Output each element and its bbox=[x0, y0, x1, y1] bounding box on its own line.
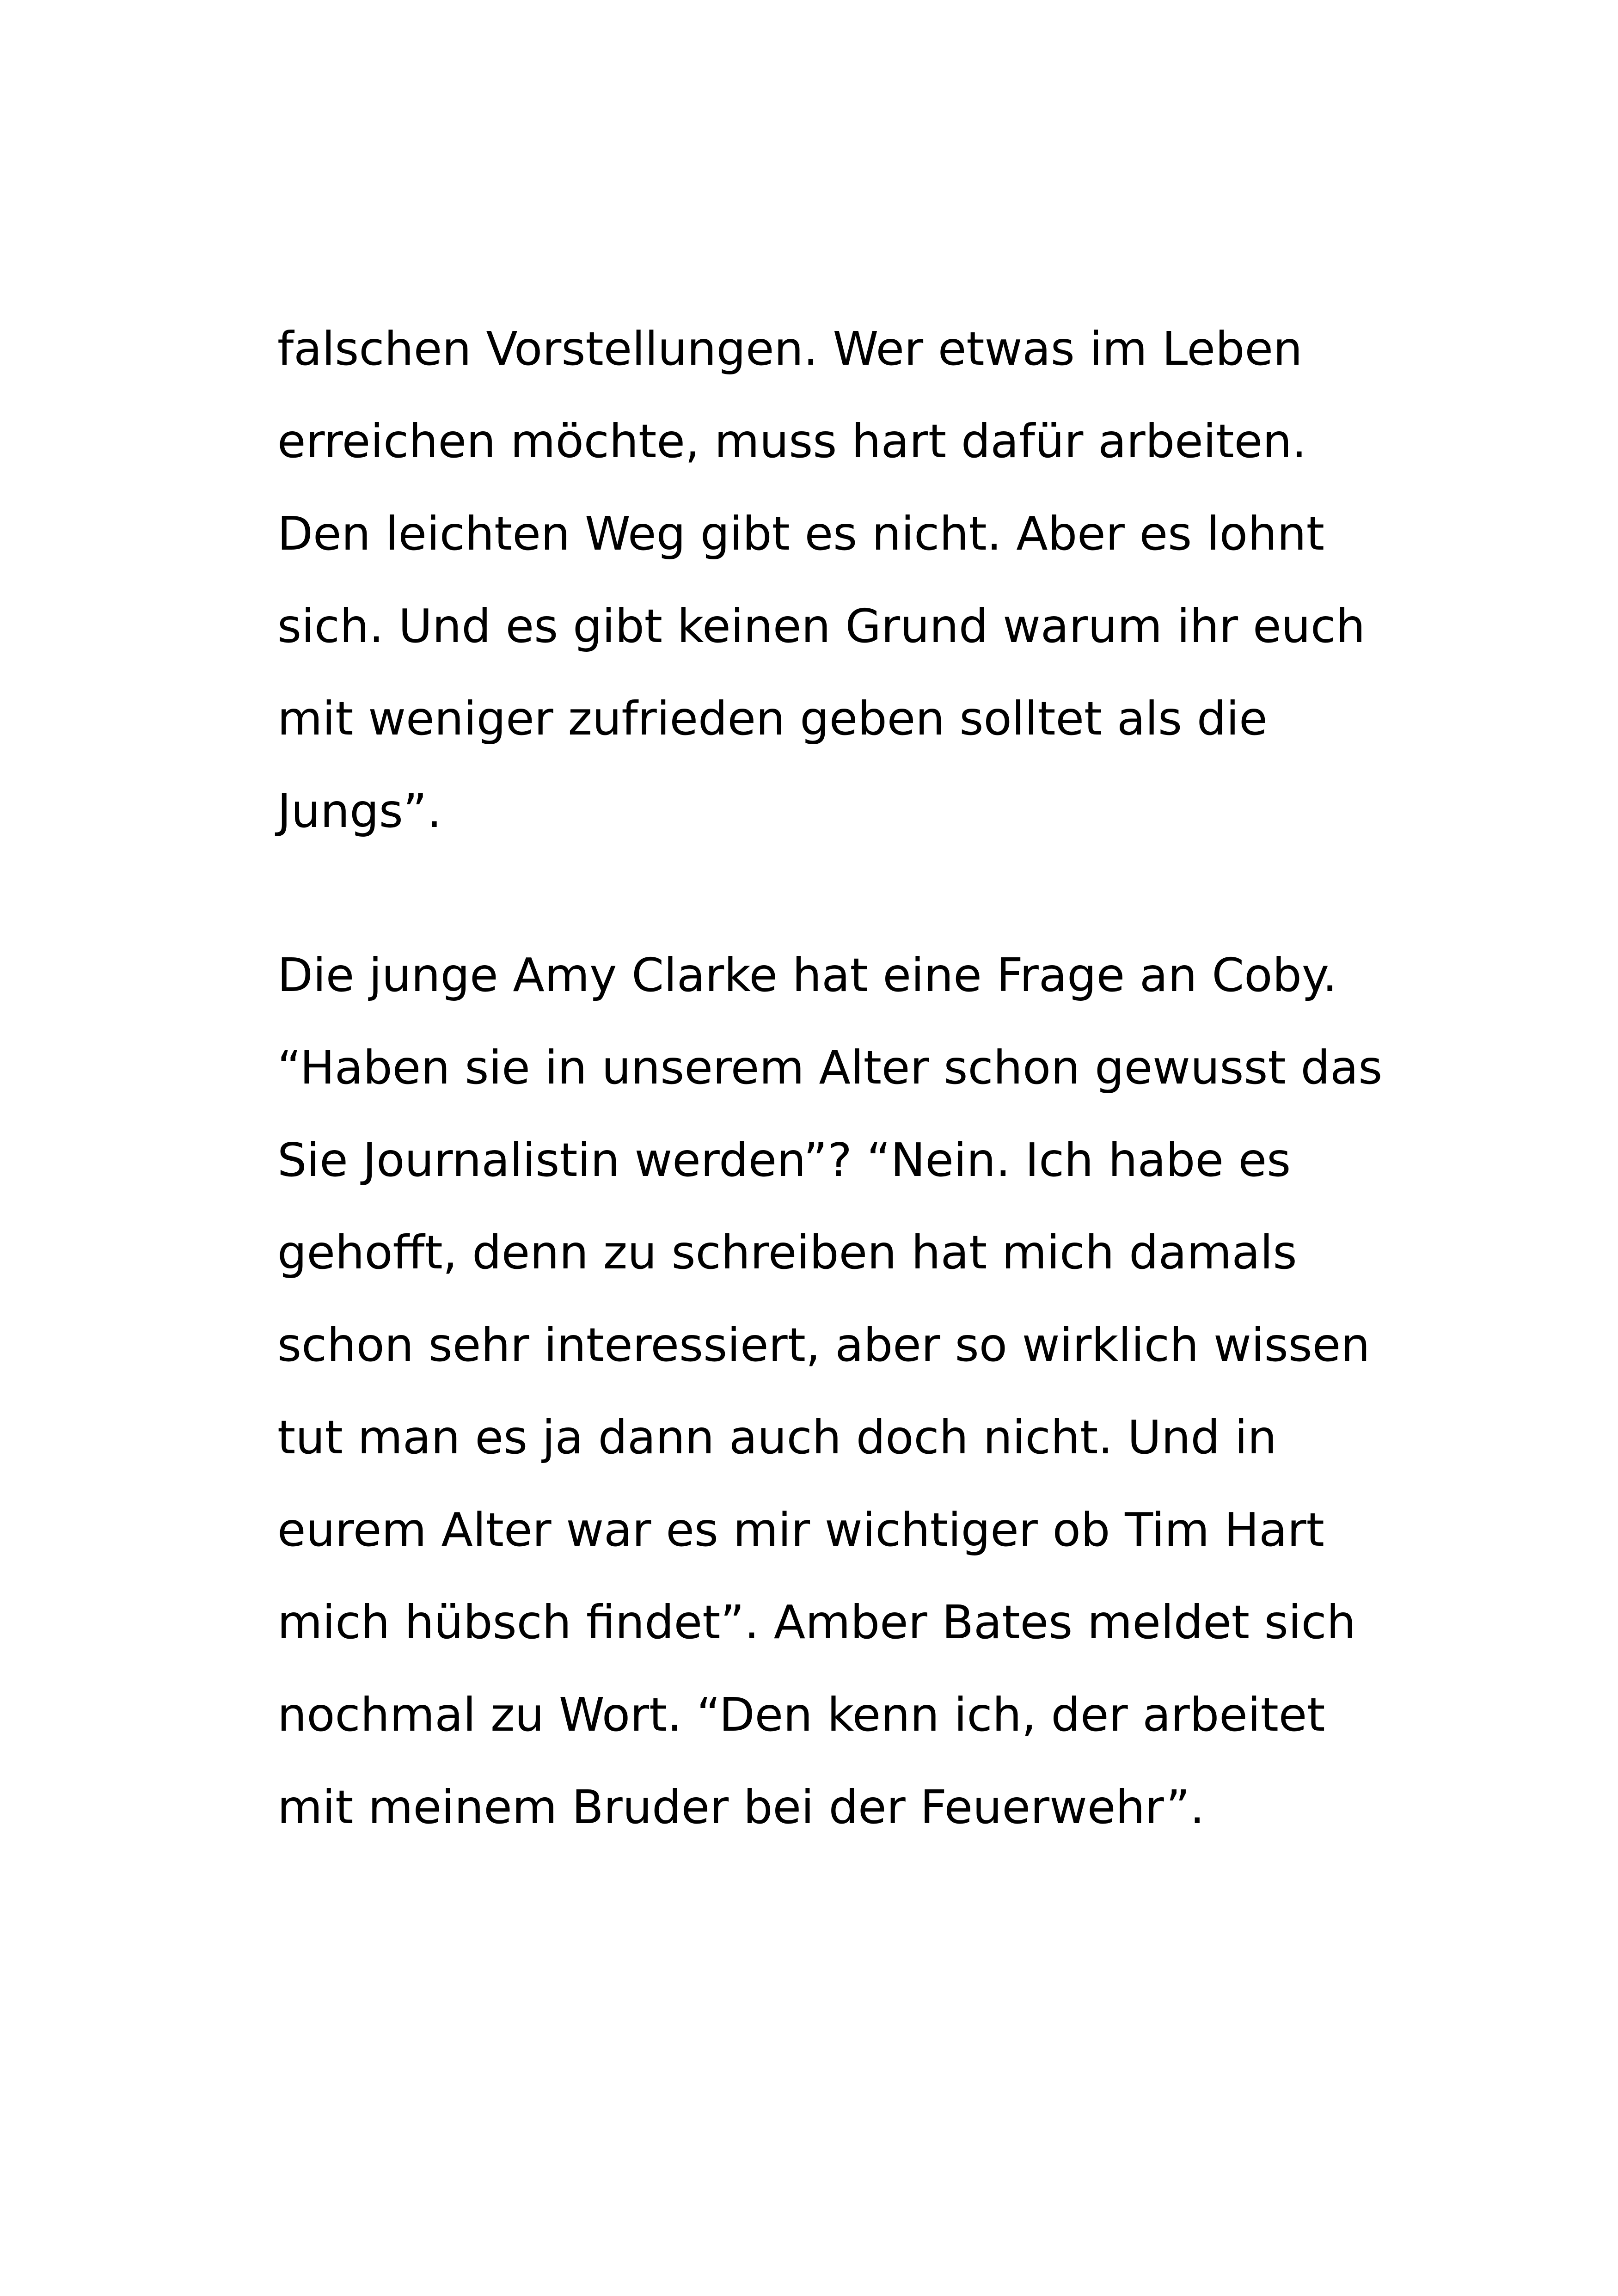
text-line: tut man es ja dann auch doch nicht. Und in bbox=[277, 1410, 1277, 1464]
text-line: Den leichten Weg gibt es nicht. Aber es lohnt bbox=[277, 507, 1324, 561]
text-line: nochmal zu Wort. “Den kenn ich, der arbeitet bbox=[277, 1688, 1325, 1742]
text-line: schon sehr interessiert, aber so wirklich wissen bbox=[277, 1318, 1370, 1372]
text-line: “Haben sie in unserem Alter schon gewusst das bbox=[277, 1041, 1383, 1095]
paragraph-1 bbox=[277, 303, 1433, 857]
text-line: mit weniger zufrieden geben solltet als die bbox=[277, 692, 1268, 746]
text-line: sich. Und es gibt keinen Grund warum ihr euch bbox=[277, 599, 1366, 653]
text-line: mit meinem Bruder bei der Feuerwehr”. bbox=[277, 1780, 1205, 1834]
text-line: erreichen möchte, muss hart dafür arbeiten. bbox=[277, 414, 1307, 468]
paragraph-2 bbox=[277, 929, 1433, 1854]
text-line: gehofft, denn zu schreiben hat mich damals bbox=[277, 1225, 1297, 1280]
text-line: mich hübsch findet”. Amber Bates meldet sich bbox=[277, 1595, 1356, 1649]
text-line: Jungs”. bbox=[277, 784, 442, 838]
text-line: Die junge Amy Clarke hat eine Frage an Coby. bbox=[277, 948, 1337, 1002]
text-line: Sie Journalistin werden”? “Nein. Ich habe es bbox=[277, 1133, 1291, 1187]
text-line: falschen Vorstellungen. Wer etwas im Leben bbox=[277, 322, 1303, 376]
text-line: eurem Alter war es mir wichtiger ob Tim Hart bbox=[277, 1503, 1324, 1557]
